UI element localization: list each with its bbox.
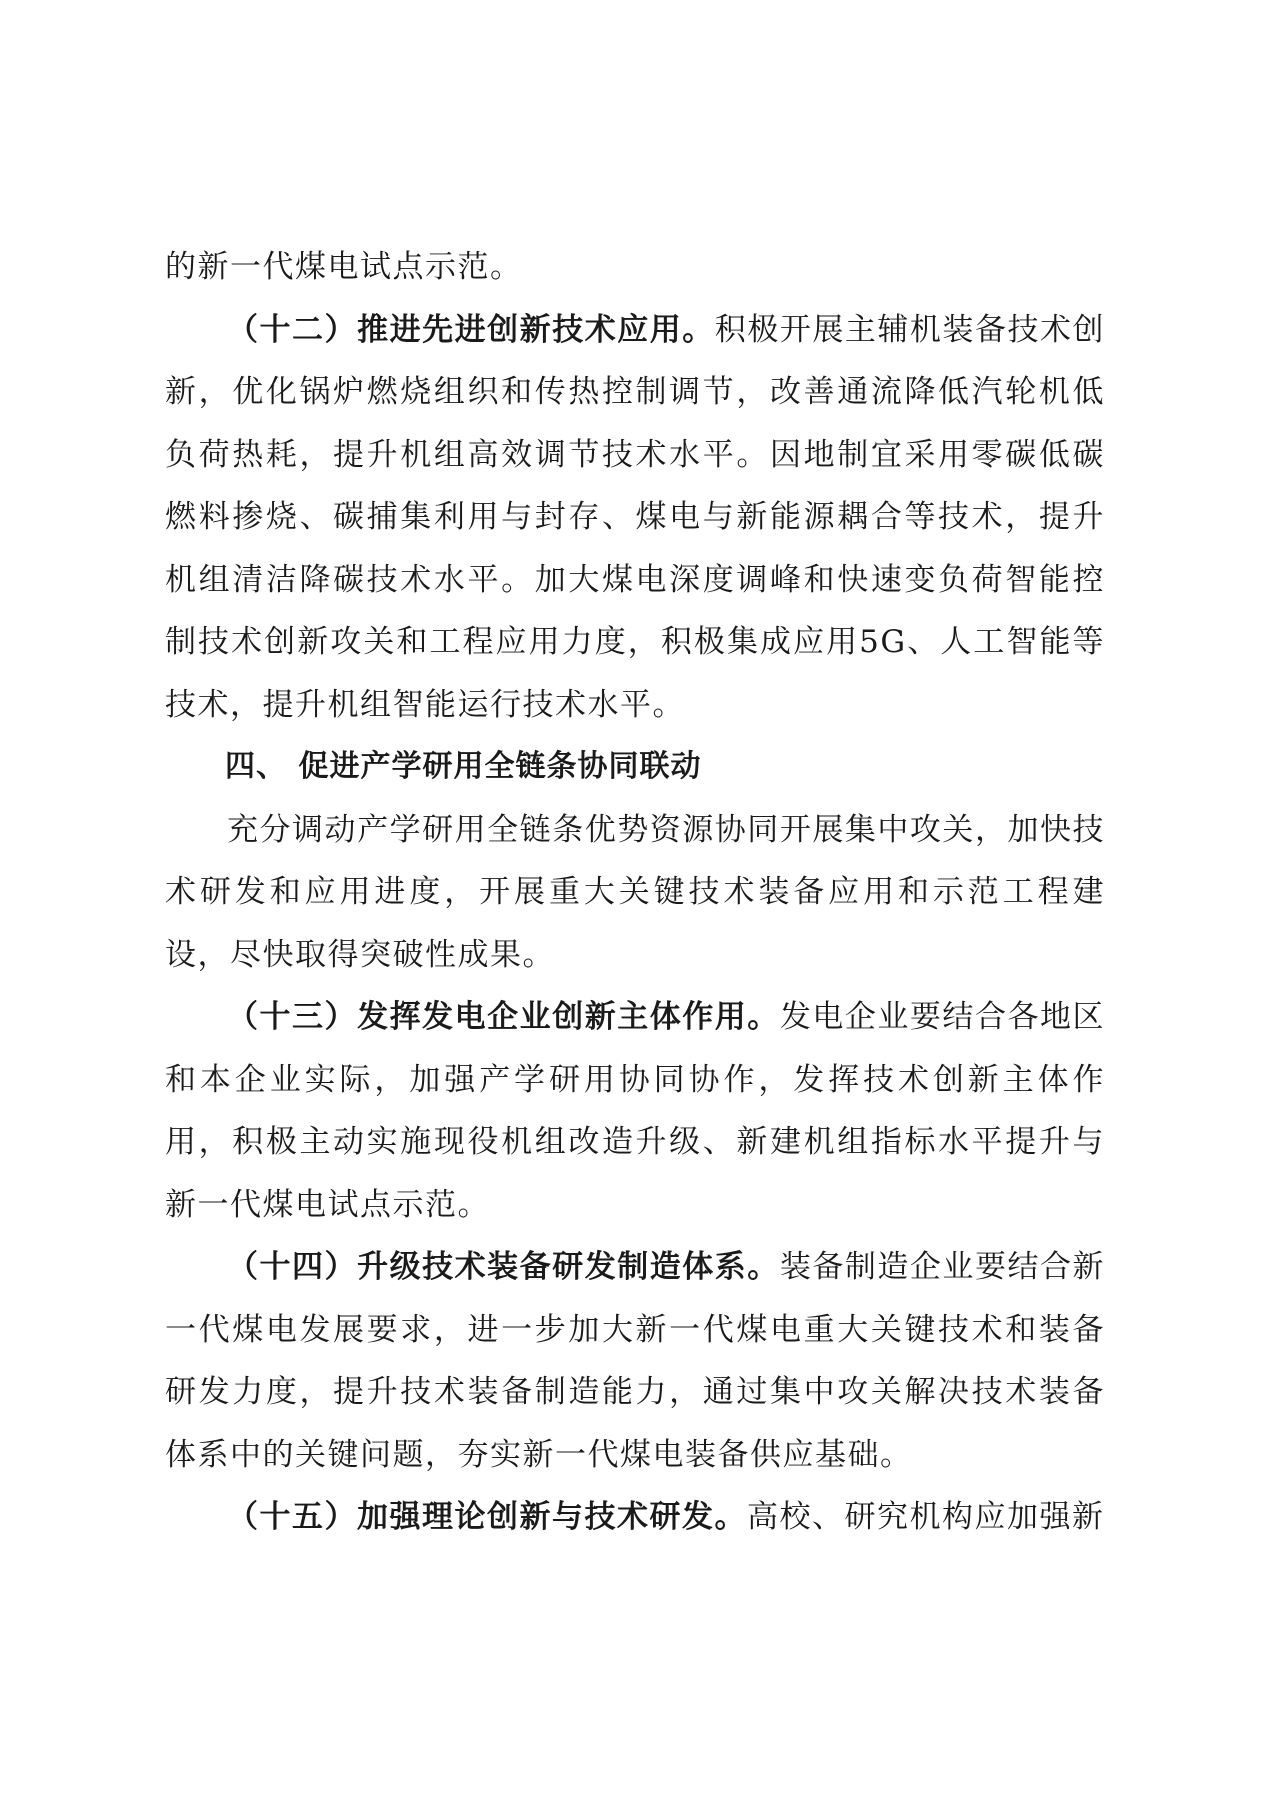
section-heading-4: 四、 促进产学研用全链条协同联动 xyxy=(225,749,702,784)
paragraph-text: 的新一代煤电试点示范。 xyxy=(165,249,523,285)
paragraph-continuation xyxy=(165,236,1105,299)
paragraph-item-14 xyxy=(165,1236,1105,1486)
item-14-heading: （十四）升级技术装备研发制造体系。 xyxy=(227,1249,780,1285)
section-4-intro xyxy=(165,799,1105,987)
item-12-text: 积极开展主辅机装备技术创新，优化锅炉燃烧组织和传热控制调节，改善通流降低汽轮机低负荷热耗，提升机组高效调节技术水平。因地制宜采用零碳低碳燃料掺烧、碳捕集利用与封存、煤电与新能源耦合等技术，提升机组清洁降碳技术水平。加大煤电深度调峰和快速变负荷智能控制技术创新攻关和工程应用力度，积极集成应用5G、人工智能等技术，提升机组智能运行技术水平。 xyxy=(165,311,1106,723)
item-12-heading: （十二）推进先进创新技术应用。 xyxy=(227,311,715,348)
paragraph-item-12 xyxy=(165,299,1105,737)
item-13-heading: （十三）发挥发电企业创新主体作用。 xyxy=(227,999,780,1035)
section-4-intro-text: 充分调动产学研用全链条优势资源协同开展集中攻关，加快技术研发和应用进度，开展重大关键技术装备应用和示范工程建设，尽快取得突破性成果。 xyxy=(165,811,1105,973)
item-13-text: 发电企业要结合各地区和本企业实际，加强产学研用协同协作，发挥技术创新主体作用，积极主动实施现役机组改造升级、新建机组指标水平提升与新一代煤电试点示范。 xyxy=(165,999,1106,1223)
item-15-text: 高校、研究机构应加强新 xyxy=(747,1499,1105,1535)
paragraph-item-13 xyxy=(165,986,1105,1236)
document-body xyxy=(165,236,1105,1549)
item-15-heading: （十五）加强理论创新与技术研发。 xyxy=(227,1499,747,1535)
item-14-text: 装备制造企业要结合新一代煤电发展要求，进一步加大新一代煤电重大关键技术和装备研发力度，提升技术装备制造能力，通过集中攻关解决技术装备体系中的关键问题，夯实新一代煤电装备供应基础。 xyxy=(165,1249,1106,1473)
paragraph-item-15 xyxy=(165,1486,1105,1549)
